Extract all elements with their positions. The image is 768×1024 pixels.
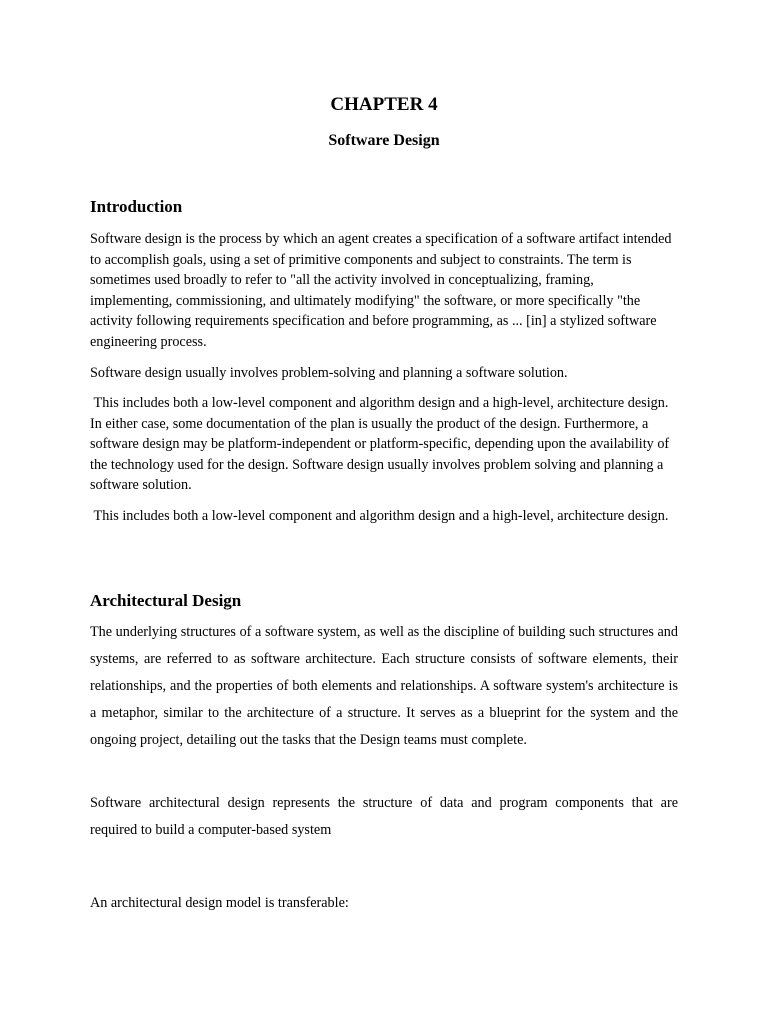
introduction-paragraph-3: This includes both a low-level component and algorithm design and a high-level, architecture design. In either case, some documentation of the plan is usually the product of the design. Furthermore, a software design may be platform-independent or platform-specific, depending upon the availability of the technology used for the design. Software design usually involves problem solving and planning a software solution. [90, 395, 673, 493]
architectural-design-paragraph-2: Software architectural design represents the structure of data and program components that are required to build a computer-based system [90, 795, 678, 838]
architectural-design-paragraph-3: An architectural design model is transferable: [90, 895, 349, 911]
chapter-subtitle: Software Design [328, 132, 440, 149]
introduction-paragraph-1: Software design is the process by which an agent creates a specification of a software artifact intended to accomplish goals, using a set of primitive components and subject to constraints. The term is sometimes used broadly to refer to "all the activity involved in conceptualizing, framing, implementing, commissioning, and ultimately modifying" the software, or more specifically "the activity following requirements specification and before programming, as ... [in] a stylized software engineering process. [90, 231, 672, 350]
introduction-paragraph-2: Software design usually involves problem-solving and planning a software solution. [90, 365, 568, 381]
introduction-paragraph-4: This includes both a low-level component and algorithm design and a high-level, architecture design. [90, 508, 669, 524]
chapter-title: CHAPTER 4 [330, 94, 438, 115]
introduction-heading: Introduction [90, 197, 183, 216]
architectural-design-paragraph-1: The underlying structures of a software system, as well as the discipline of building such structures and systems, are referred to as software architecture. Each structure consists of software elements, their relationships, and the properties of both elements and relationships. A software system's architecture is a metaphor, similar to the architecture of a structure. It serves as a blueprint for the system and the ongoing project, detailing out the tasks that the Design teams must complete. [90, 624, 678, 748]
architectural-design-heading: Architectural Design [90, 591, 242, 610]
